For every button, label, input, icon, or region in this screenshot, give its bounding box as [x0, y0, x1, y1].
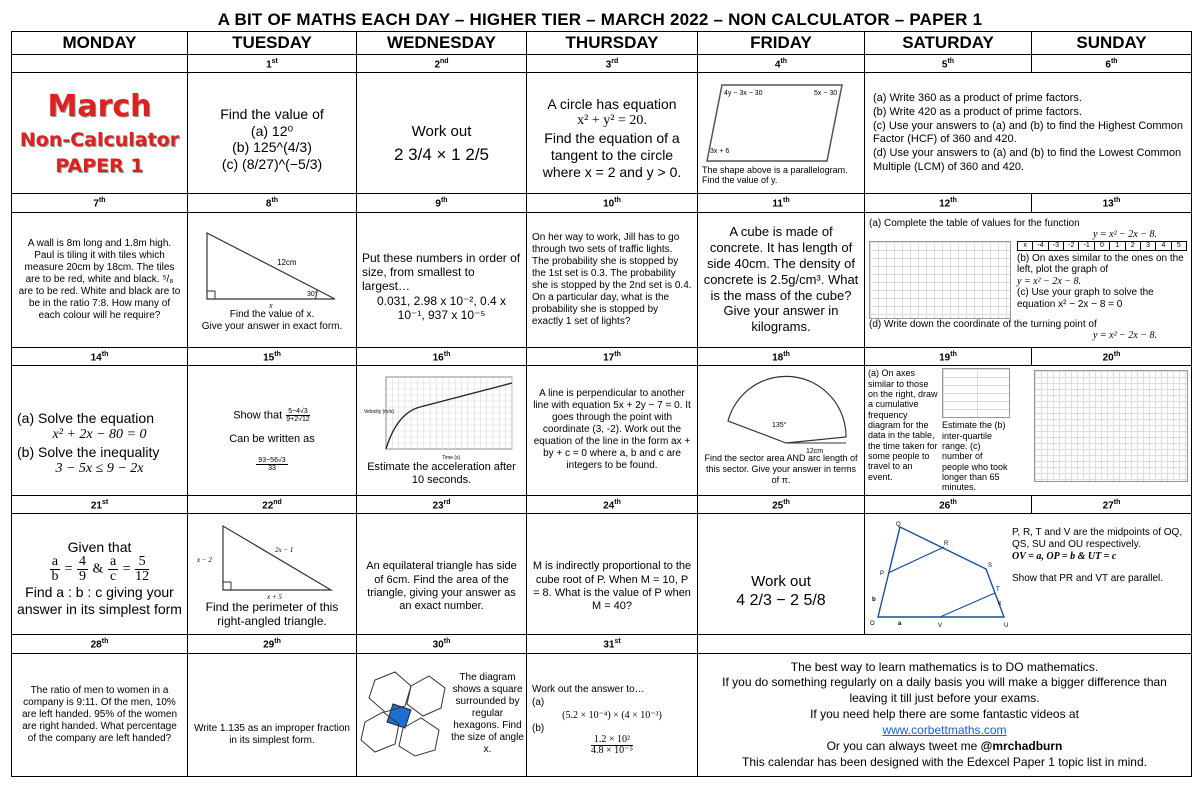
content-row-week1: [12, 73, 1192, 194]
date-16: 16th: [357, 347, 527, 365]
date-24: 24th: [527, 495, 698, 513]
q9-line1: Put these numbers in order of size, from smallest to largest…: [362, 250, 521, 294]
q12-function-d: y = x² − 2x − 8.: [1092, 330, 1157, 342]
q19-cumulative-axes: [1034, 370, 1188, 482]
q12-x-cell: -3: [1049, 242, 1064, 250]
question-cell-2: [357, 73, 527, 194]
q21-ratios: $\frac{a}{b}$ = $\frac{4}{9}$ & $\frac{a}{c}$ = $\frac{5}{12}$: [51, 554, 150, 585]
date-17: 17th: [527, 347, 698, 365]
svg-text:O: O: [870, 621, 875, 628]
algebra-triangle-diagram: [197, 520, 347, 600]
question-cell-26: [865, 514, 1192, 635]
q12-c: (c) Use your graph to solve the equation x² − 2x − 8 = 0: [1017, 287, 1154, 310]
q12-b: (b) On axes similar to the ones on the left, plot the graph of: [1017, 252, 1184, 276]
question-cell-4: [698, 73, 865, 194]
q5-a: (a) Write 360 as a product of prime factors.: [873, 92, 1082, 105]
date-23: 23rd: [357, 495, 527, 513]
q11-text: A cube is made of concrete. It has length of side 40cm. The density of concrete is 2.5g/cm³. What is the mass of the cube? Give your answer in kilograms.: [703, 224, 859, 335]
q19-table: [942, 368, 1010, 418]
q12-x-cell: 4: [1156, 242, 1171, 250]
weekday-wednesday: WEDNESDAY: [357, 32, 527, 55]
weekday-tuesday: TUESDAY: [188, 32, 357, 55]
date-13: 13th: [1032, 194, 1192, 212]
banner-subtitle: Non-Calculator: [19, 128, 180, 151]
q25-intro: Work out: [751, 572, 811, 590]
sector-diagram: [706, 375, 856, 453]
sector-angle-label: 135°: [772, 422, 787, 430]
question-cell-18: [698, 365, 865, 495]
question-cell-28: [12, 653, 188, 777]
parallelogram-bottom-label: 3x + 6: [710, 147, 730, 155]
question-cell-29: [188, 653, 357, 777]
q14-b: (b) Solve the inequality: [17, 443, 160, 460]
q5-d: (d) Use your answers to (a) and (b) to find the Lowest Common Multiple (LCM) of 360 and 420.: [873, 147, 1182, 173]
q19-a: (a) On axes similar to those on the right, draw a cumulative frequency diagram for the data in the table, the time taken for some people to travel to an event.: [868, 368, 938, 482]
march-banner-cell: [12, 73, 188, 194]
graph-y-label: Velocity (m/s): [363, 409, 394, 416]
q12-table: [1017, 241, 1187, 251]
q30-text: The diagram shows a square surrounded by regular hexagons. Find the size of angle x.: [451, 672, 524, 756]
date-2: 2nd: [357, 55, 527, 73]
q29-text: Write 1.135 as an improper fraction in its simplest form.: [193, 722, 350, 746]
q15-line2: Can be written as: [229, 433, 315, 446]
date-26: 26th: [865, 495, 1032, 513]
question-cell-10: [527, 212, 698, 347]
q2-intro: Work out: [411, 123, 472, 141]
question-cell-3: [527, 73, 698, 194]
weekday-sunday: SUNDAY: [1032, 32, 1192, 55]
q25-expression: 4 2/3 − 2 5/8: [736, 591, 826, 609]
q31-frac-num: 1.2 × 10²: [591, 735, 633, 746]
banner-month: March: [47, 88, 152, 124]
q1-c: (c) (8/27)^(−5/3): [221, 156, 323, 173]
date-5: 5th: [865, 55, 1032, 73]
date-12: 12th: [865, 194, 1032, 212]
weekday-saturday: SATURDAY: [865, 32, 1032, 55]
question-cell-9: [357, 212, 527, 347]
q15-line1: Show that: [233, 409, 283, 422]
date-empty: [12, 55, 188, 73]
date-29: 29th: [188, 635, 357, 653]
q15-frac2-num: 93−56√3: [258, 456, 286, 464]
q1-a: (a) 12⁰: [250, 122, 294, 139]
triangle-x-label: x: [269, 300, 273, 309]
date-9: 9th: [357, 194, 527, 212]
q1-intro: Find the value of: [220, 105, 324, 122]
q16-text: Estimate the acceleration after 10 seconds.: [367, 461, 516, 487]
svg-text:Q: Q: [896, 522, 901, 529]
date-7: 7th: [12, 194, 188, 212]
question-cell-23: [357, 514, 527, 635]
date-25: 25th: [698, 495, 865, 513]
corbettmaths-link[interactable]: www.corbettmaths.com: [882, 722, 1007, 737]
date-21: 21st: [12, 495, 188, 513]
content-row-week2: [12, 212, 1192, 347]
q12-x-cell: -4: [1033, 242, 1048, 250]
q26-line3: Show that PR and VT are parallel.: [1012, 573, 1164, 585]
twitter-handle: @mrchadburn: [980, 738, 1063, 753]
q12-d: (d) Write down the coordinate of the turning point of: [869, 318, 1097, 330]
question-cell-17: [527, 365, 698, 495]
calendar-title: A BIT OF MATHS EACH DAY – HIGHER TIER – MARCH 2022 – NON CALCULATOR – PAPER 1: [217, 10, 983, 29]
question-cell-24: [527, 514, 698, 635]
date-14: 14th: [12, 347, 188, 365]
svg-text:a: a: [898, 621, 902, 628]
q12-x-cell: 2: [1126, 242, 1141, 250]
triangle-top-label: 2x − 1: [275, 545, 294, 554]
date-6: 6th: [1032, 55, 1192, 73]
weekday-monday: MONDAY: [12, 32, 188, 55]
content-row-week5: [12, 653, 1192, 777]
q12-a: (a) Complete the table of values for the function: [869, 217, 1080, 229]
q26-line1: P, R, T and V are the midpoints of OQ, QS, SU and OU respectively.: [1012, 527, 1183, 551]
q3-question: Find the equation of a tangent to the circle where x = 2 and y > 0.: [542, 129, 682, 180]
date-31: 31st: [527, 635, 698, 653]
triangle-angle-label: 30°: [307, 290, 318, 298]
question-cell-19: [865, 365, 1192, 495]
question-cell-8: [188, 212, 357, 347]
q14-a: (a) Solve the equation: [17, 410, 154, 427]
q12-x-cell: -2: [1064, 242, 1079, 250]
q12-axes-grid: [869, 241, 1011, 319]
question-cell-11: [698, 212, 865, 347]
q23-text: An equilateral triangle has side of 6cm. Find the area of the triangle, giving your answer as an exact number.: [366, 560, 517, 612]
q21-line1: Given that: [67, 538, 132, 555]
date-30: 30th: [357, 635, 527, 653]
question-cell-15: [188, 365, 357, 495]
date-19: 19th: [865, 347, 1032, 365]
q15-frac2-den: 33: [268, 464, 276, 472]
q3-intro: A circle has equation: [547, 96, 677, 113]
date-22: 22nd: [188, 495, 357, 513]
q31-a-expression: (5.2 × 10⁻⁴) × (4 × 10⁻³): [562, 710, 662, 722]
parallelogram-diagram: [702, 81, 852, 165]
svg-text:V: V: [938, 623, 943, 630]
question-cell-22: [188, 514, 357, 635]
q21-line2: Find a : b : c giving your answer in its simplest form: [17, 584, 182, 618]
triangle-bottom-label: x + 5: [267, 592, 282, 600]
q12-x-cell: x: [1018, 242, 1033, 250]
q7-text: A wall is 8m long and 1.8m high. Paul is tiling it with tiles which measure 20cm by 18cm. The tiles are to be red, white and black. ⁵/₈ are to be red. White and black are to be in the ratio 7:8. How many of each colour will he require?: [18, 237, 181, 321]
q31-a-label: (a): [532, 697, 545, 709]
parallelogram-right-label: 5x − 30: [814, 89, 838, 97]
date-empty: [698, 635, 1192, 653]
vector-quadrilateral-diagram: [868, 519, 1008, 629]
svg-text:R: R: [944, 541, 949, 548]
content-row-week4: [12, 514, 1192, 635]
question-cell-25: [698, 514, 865, 635]
content-row-week3: [12, 365, 1192, 495]
q5-b: (b) Write 420 as a product of prime factors.: [873, 105, 1082, 118]
q2-expression: 2 3/4 × 1 2/5: [394, 145, 489, 165]
q10-text: On her way to work, Jill has to go through two sets of traffic lights. The probability she is stopped by the 1st set is 0.3. The probability she is stopped by the 2nd set is 0.4. On a particular day, what is the probability she is stopped by exactly 1 set of lights?: [532, 231, 692, 327]
date-3: 3rd: [527, 55, 698, 73]
date-row-week5: [12, 635, 1192, 653]
right-triangle-diagram: [197, 227, 347, 309]
sector-radius-label: 12cm: [806, 448, 824, 454]
q3-equation: x² + y² = 20.: [577, 113, 647, 129]
q31-intro: Work out the answer to…: [532, 684, 645, 696]
q12-x-cell: 3: [1141, 242, 1156, 250]
q12-function-b: y = x² − 2x − 8.: [1017, 275, 1082, 287]
q18-text: Find the sector area AND arc length of this sector. Give your answer in terms of π.: [704, 453, 858, 485]
svg-text:T: T: [996, 587, 1000, 594]
date-18: 18th: [698, 347, 865, 365]
q28-text: The ratio of men to women in a company is 9:11. Of the men, 10% are left handed. 95% of the women are right handed. What percentage of the company are left handed?: [21, 685, 178, 745]
velocity-time-graph: [362, 373, 522, 461]
hexagon-square-diagram: [359, 660, 451, 770]
date-11: 11th: [698, 194, 865, 212]
q24-text: M is indirectly proportional to the cube root of P. When M = 10, P = 8. What is the value of P when M = 40?: [532, 560, 692, 612]
message-line1: The best way to learn mathematics is to DO mathematics.: [790, 659, 1099, 674]
question-cell-7: [12, 212, 188, 347]
q12-x-cell: 0: [1095, 242, 1110, 250]
q9-line2: 0.031, 2.98 x 10⁻², 0.4 x 10⁻¹, 937 x 10⁻⁵: [376, 293, 507, 323]
date-4: 4th: [698, 55, 865, 73]
date-27: 27th: [1032, 495, 1192, 513]
date-row-week1: [12, 55, 1192, 73]
date-row-week3: [12, 347, 1192, 365]
triangle-left-label: x − 2: [197, 555, 212, 564]
q15-frac1-den: 9+2√12: [286, 416, 310, 424]
date-20: 20th: [1032, 347, 1192, 365]
q22-text: Find the perimeter of this right-angled triangle.: [205, 599, 339, 629]
date-1: 1st: [188, 55, 357, 73]
q17-text: A line is perpendicular to another line with equation 5x + 2y − 7 = 0. It goes through the point with coordinate (3, -2). Work out the equation of the line in the form ax + by + c = 0 where a, b and c are integers to be found.: [533, 388, 691, 472]
banner-paper: PAPER 1: [55, 155, 144, 178]
q12-x-cell: -1: [1079, 242, 1094, 250]
message-line3: If you need help there are some fantastic videos at: [810, 707, 1079, 722]
svg-text:P: P: [880, 571, 885, 578]
q26-line2: OV = a, OP = b & UT = c: [1012, 551, 1117, 563]
q31-frac-den: 4.8 × 10⁻⁵: [591, 745, 633, 757]
svg-text:b: b: [872, 597, 876, 604]
date-8: 8th: [188, 194, 357, 212]
weekday-header-row: [12, 32, 1192, 55]
question-cell-1: [188, 73, 357, 194]
question-cell-16: [357, 365, 527, 495]
message-cell: [698, 653, 1192, 777]
q14-inequality: 3 − 5x ≤ 9 − 2x: [55, 460, 144, 476]
question-cell-21: [12, 514, 188, 635]
question-cell-5: [865, 73, 1192, 194]
date-row-week4: [12, 495, 1192, 513]
graph-x-label: Time (s): [441, 455, 460, 462]
question-cell-14: [12, 365, 188, 495]
weekday-thursday: THURSDAY: [527, 32, 698, 55]
q5-c: (c) Use your answers to (a) and (b) to find the Highest Common Factor (HCF) of 360 and 420.: [873, 119, 1183, 146]
question-cell-12: [865, 212, 1192, 347]
q19-b: Estimate the (b) inter-quartile range. (c) number of people who took longer than 65 minutes.: [942, 420, 1008, 493]
q1-b: (b) 125^(4/3): [232, 139, 312, 156]
parallelogram-top-label: 4y − 3x − 30: [724, 89, 763, 97]
q12-function: y = x² − 2x − 8.: [1092, 229, 1157, 241]
date-15: 15th: [188, 347, 357, 365]
q14-equation: x² + 2x − 80 = 0: [52, 427, 147, 443]
date-10: 10th: [527, 194, 698, 212]
message-line2: If you do something regularly on a daily basis you will make a bigger difference than leaving it till just before your exams.: [722, 675, 1167, 706]
svg-text:U: U: [1004, 623, 1008, 630]
q12-x-cell: 5: [1176, 241, 1181, 249]
q12-x-cell: 1: [1110, 242, 1125, 250]
message-line4: Or you can always tweet me: [826, 738, 978, 753]
q15-frac1-num: 5−4√3: [288, 408, 308, 416]
triangle-hypotenuse-label: 12cm: [277, 257, 297, 267]
svg-text:S: S: [988, 563, 993, 570]
question-cell-30: [357, 653, 527, 777]
q31-b-label: (b): [532, 723, 545, 735]
message-line5: This calendar has been designed with the Edexcel Paper 1 topic list in mind.: [742, 754, 1147, 769]
q8-line1: Find the value of x.: [229, 308, 315, 320]
date-28: 28th: [12, 635, 188, 653]
calendar-grid: [11, 31, 1192, 777]
date-row-week2: [12, 194, 1192, 212]
weekday-friday: FRIDAY: [698, 32, 865, 55]
question-cell-31: [527, 653, 698, 777]
svg-text:c: c: [998, 601, 1002, 608]
q4-text: The shape above is a parallelogram. Find the value of y.: [702, 164, 848, 186]
q8-line2: Give your answer in exact form.: [201, 320, 343, 332]
